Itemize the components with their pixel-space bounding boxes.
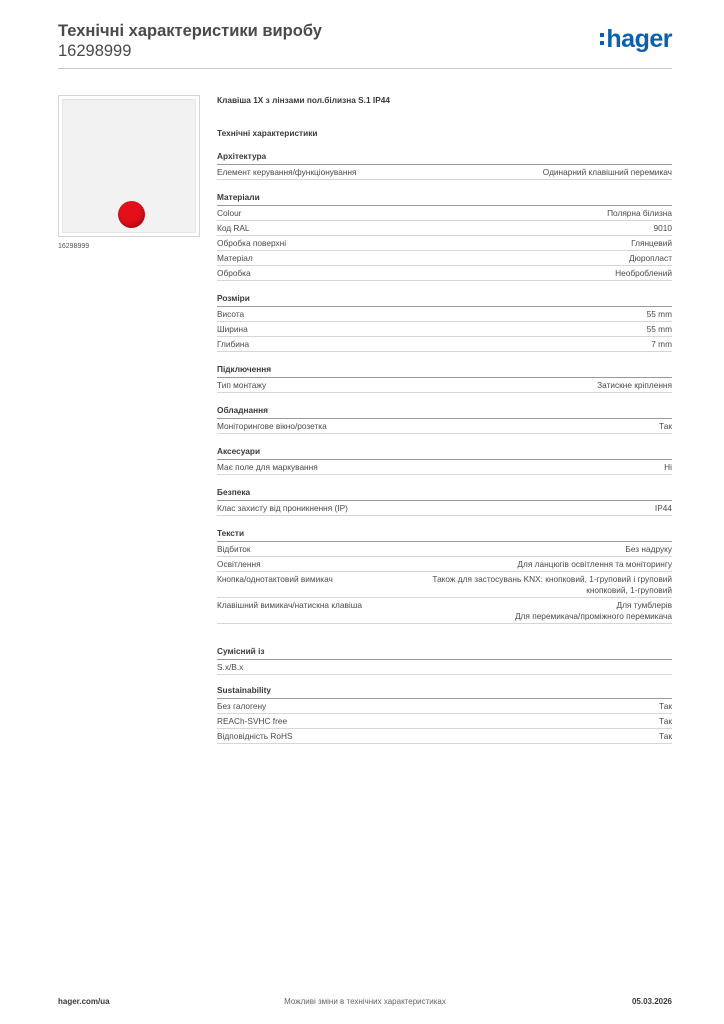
- spec-value-line: Так: [659, 420, 672, 431]
- spec-row: [217, 557, 672, 572]
- spec-value-line: Так: [659, 700, 672, 711]
- spec-value-line: Для перемикача/проміжного перемикача: [514, 610, 672, 621]
- spec-value-line: 55 mm: [646, 323, 672, 334]
- spec-value-line: Без надруку: [625, 543, 672, 554]
- spec-value: [659, 421, 672, 432]
- image-caption: 16298999: [58, 243, 90, 250]
- spec-row: [217, 221, 672, 236]
- spec-value: [597, 380, 672, 391]
- spec-row: [217, 266, 672, 281]
- section-dimensions: [217, 293, 672, 352]
- spec-label: Colour: [217, 207, 242, 218]
- section-sustainability: [217, 685, 672, 744]
- spec-value-line: Для тумблерів: [616, 599, 672, 610]
- spec-label: Код RAL: [217, 222, 250, 233]
- spec-label: Глибина: [217, 338, 250, 349]
- section-title: Безпека: [217, 487, 672, 501]
- hager-logo: [600, 26, 672, 52]
- spec-label: Матеріал: [217, 252, 253, 263]
- spec-value: [631, 238, 672, 249]
- spec-value-line: 7 mm: [651, 338, 672, 349]
- spec-label: Тип монтажу: [217, 379, 267, 390]
- page-header: [58, 22, 672, 68]
- spec-row: [217, 729, 672, 744]
- spec-label: Висота: [217, 308, 245, 319]
- spec-value: [615, 268, 672, 279]
- spec-row: [217, 322, 672, 337]
- spec-label: Моніторингове вікно/розетка: [217, 420, 327, 431]
- section-equipment: [217, 405, 672, 434]
- footer-website: hager.com/ua: [58, 997, 110, 1006]
- spec-value-line: Так: [659, 730, 672, 741]
- spec-value: [651, 339, 672, 350]
- section-title: Матеріали: [217, 192, 672, 206]
- spec-label: S.x/B.x: [217, 661, 244, 672]
- spec-heading: Технічні характеристики: [217, 128, 318, 138]
- spec-label: Освітлення: [217, 558, 261, 569]
- section-safety: [217, 487, 672, 516]
- section-title: Sustainability: [217, 685, 672, 699]
- spec-value: [629, 253, 672, 264]
- spec-row: [217, 307, 672, 322]
- section-accessories: [217, 446, 672, 475]
- section-title: Сумісний із: [217, 646, 672, 660]
- spec-row: [217, 337, 672, 352]
- spec-value-line: 55 mm: [646, 308, 672, 319]
- spec-value: [515, 600, 672, 622]
- product-title: Клавіша 1X з лінзами пол.білизна S.1 IP44: [217, 95, 390, 105]
- section-title: Розміри: [217, 293, 672, 307]
- spec-value: [655, 503, 672, 514]
- spec-value-line: IP44: [654, 502, 672, 513]
- spec-row: [217, 714, 672, 729]
- section-title: Аксесуари: [217, 446, 672, 460]
- section-texts: [217, 528, 672, 624]
- spec-label: Обробка: [217, 267, 251, 278]
- spec-label: Клавішний вимикач/натискна клавіша: [217, 599, 363, 610]
- spec-row: [217, 251, 672, 266]
- spec-value: [543, 167, 672, 178]
- spec-value-line: Так: [659, 715, 672, 726]
- spec-row: [217, 572, 672, 598]
- document-title: Технічні характеристики виробу: [58, 22, 322, 40]
- spec-label: Відбиток: [217, 543, 251, 554]
- spec-value: [647, 324, 672, 335]
- spec-row: [217, 699, 672, 714]
- logo-dots-icon: [600, 31, 604, 47]
- spec-row: [217, 660, 672, 675]
- footer-date: 05.03.2026: [631, 997, 672, 1006]
- product-code: 16298999: [58, 42, 132, 60]
- spec-value-line: Необроблений: [615, 267, 672, 278]
- spec-value-line: Затискне кріплення: [597, 379, 672, 390]
- spec-row: [217, 598, 672, 624]
- product-image: [58, 95, 200, 237]
- spec-value-line: Дюропласт: [629, 252, 672, 263]
- spec-label: Елемент керування/функціонування: [217, 166, 357, 177]
- specification-panel: [217, 95, 672, 744]
- spec-row: [217, 501, 672, 516]
- spec-row: [217, 419, 672, 434]
- spec-label: REACh-SVHC free: [217, 715, 288, 726]
- spec-value-line: Також для застосувань KNX: кнопковий, 1-груповий і груповий: [432, 573, 672, 584]
- footer-notice: Можливі зміни в технічних характеристиках: [284, 997, 446, 1006]
- spec-value-line: Ні: [664, 461, 672, 472]
- spec-value: [659, 716, 672, 727]
- section-title: Тексти: [217, 528, 672, 542]
- spec-value-line: Полярна білизна: [607, 207, 672, 218]
- spec-value-line: Для ланцюгів освітлення та моніторингу: [517, 558, 672, 569]
- spec-value: [659, 701, 672, 712]
- spec-value-line: кнопковий, 1-груповий: [586, 584, 672, 595]
- section-compatible: [217, 646, 672, 675]
- spec-value: [432, 574, 672, 596]
- spec-label: Клас захисту від проникнення (IP): [217, 502, 348, 513]
- switch-plate: [62, 99, 196, 233]
- spec-value: [647, 309, 672, 320]
- spec-label: Без галогену: [217, 700, 267, 711]
- red-lens-icon: [118, 201, 145, 228]
- section-connection: [217, 364, 672, 393]
- section-materials: [217, 192, 672, 281]
- spec-label: Відповідність RoHS: [217, 730, 293, 741]
- logo-text: hager: [606, 25, 672, 53]
- spec-value: [654, 223, 672, 234]
- spec-value-line: Одинарний клавішний перемикач: [542, 166, 672, 177]
- spec-label: Кнопка/однотактовий вимикач: [217, 573, 333, 584]
- spec-value: [659, 731, 672, 742]
- spec-sections: [217, 151, 672, 744]
- spec-label: Ширина: [217, 323, 248, 334]
- spec-row: [217, 165, 672, 180]
- section-title: Обладнання: [217, 405, 672, 419]
- section-title: Підключення: [217, 364, 672, 378]
- spec-label: Має поле для маркування: [217, 461, 318, 472]
- spec-value: [625, 544, 672, 555]
- spec-value-line: 9010: [653, 222, 672, 233]
- section-title: Архітектура: [217, 151, 672, 165]
- spec-value: [607, 208, 672, 219]
- header-divider: [58, 68, 672, 69]
- spec-label: Обробка поверхні: [217, 237, 287, 248]
- spec-value: [517, 559, 672, 570]
- spec-value: [664, 462, 672, 473]
- spec-row: [217, 206, 672, 221]
- spec-row: [217, 542, 672, 557]
- spec-row: [217, 236, 672, 251]
- spec-row: [217, 378, 672, 393]
- section-architecture: [217, 151, 672, 180]
- spec-value-line: Глянцевий: [631, 237, 672, 248]
- spec-row: [217, 460, 672, 475]
